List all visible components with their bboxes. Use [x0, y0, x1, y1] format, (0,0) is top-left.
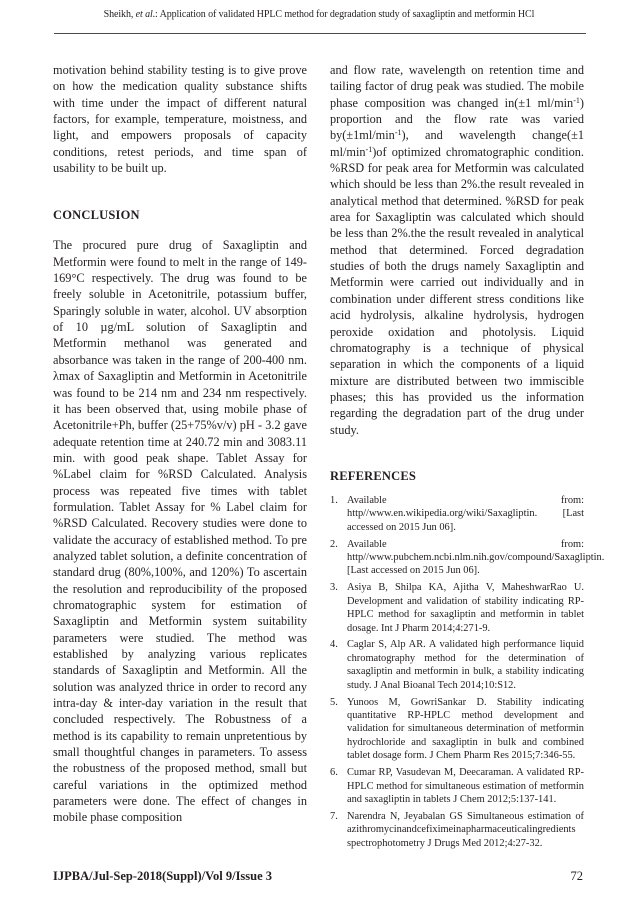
right-column	[330, 62, 605, 854]
reference-number: 4.	[330, 639, 338, 651]
conclusion-heading: CONCLUSION	[53, 208, 140, 223]
header-etal: et al	[135, 9, 153, 20]
reference-number: 2.	[330, 538, 338, 550]
reference-text: Cumar RP, Vasudevan M, Deecaraman. A validated RP-HPLC method for simultaneous estimation of metformin and saxagliptin in tablets J Chem 2012;5:137-141.	[347, 767, 584, 805]
reference-number: 1.	[330, 494, 338, 506]
method-text-a: and flow rate, wavelength on retention time and tailing factor of drug peak was studied. The mobile phase composition was changed in(±1 ml/min	[330, 63, 584, 110]
method-text-b: ) proportion and the flow rate was varied by(±1ml/min	[330, 95, 584, 143]
left-column	[53, 62, 307, 826]
reference-text: Available from: http//www.en.wikipedia.org/wiki/Saxagliptin. [Last accessed on 2015 Jun 06].	[347, 494, 584, 533]
reference-number: 7.	[330, 810, 338, 822]
reference-text: Available from: http//www.pubchem.ncbi.nlm.nih.gov/compound/Saxagliptin. [Last accessed on 2015 Jun 06].	[347, 538, 605, 577]
reference-text: Narendra N, Jeyabalan GS Simultaneous estimation of azithromycinandcefiximeinapharmaceuticalingredients spectrophotometry J Drugs Med 2012;4:27-32.	[347, 810, 584, 849]
page-number: 72	[570, 869, 583, 883]
intro-paragraph: motivation behind stability testing is to give prove on how the medication quality substance shifts with time under the impact of different natural factors, for example, temperature, moistness, and light, and empowers proposals of capacity conditions, retest periods, and time span of usability to be built up.	[53, 63, 307, 176]
running-header	[0, 9, 638, 20]
method-paragraph	[330, 62, 584, 438]
reference-item	[330, 810, 584, 850]
footer-journal: IJPBA/Jul-Sep-2018(Suppl)/Vol 9/Issue 3	[53, 869, 273, 883]
reference-number: 3.	[330, 582, 338, 594]
header-authors: Sheikh,	[103, 9, 136, 20]
references-list	[330, 494, 605, 850]
conclusion-paragraph: The procured pure drug of Saxagliptin and Metformin were found to melt in the range of 149-169°C respectively. The drug was found to be freely soluble in Acetonitrile, potassium buffer, Sparingly soluble in water, alcohol. UV absorption of 10 µg/mL solution of Saxagliptin and Metformin methanol was generated and absorbance was taken in the range of 200-400 nm. λmax of Saxagliptin and Metformin in Acetonitrile was found to be 214 nm and 234 nm respectively. it has been observed that, using mobile phase of Acetonitrile+Ph, buffer (25+75%v/v) pH - 3.2 gave adequate retention time at 240.72 min and 3083.11 min. with good peak shape. Tablet Assay for %Label claim for %RSD Calculated. Analysis process was repeated five times with tablet formulation. Tablet Assay for % Label claim for %RSD Calculated. Recovery studies were done to validate the accuracy of established method. To pre analyzed tablet solution, a definite concentration of standard drug (80%,100%, and 120%) To ascertain the resolution and reproducibility of the proposed chromatographic system for estimation of Saxagliptin and Metformin system suitability parameters were studied. The method was established by analyzing various replicates standards of Saxagliptin and Metformin. All the solution was analyzed thrice in order to record any intra-day & inter-day variation in the result that concluded respectively. The Robustness of a method is its capability to remain unpretentious by small thoughtful changes in parameters. To assess the robustness of the proposed method, small but careful variations in the optimized method parameters were done. The effect of changes in mobile phase composition	[53, 238, 307, 825]
method-text-d: )of optimized chromatographic condition. %RSD for peak area for Metformin was calculated which should be less than 2%.the result revealed in analytical method that determined. %RSD for peak area for Saxagliptin was calculated which should be less than 2%.the the result revealed in analytical method that determined. Forced degradation studies of both the drugs namely Saxagliptin and Metformin were carried out individually and in combination under different stress conditions like acid hydrolysis, alkaline hydrolysis, hydrogen peroxide oxidation and photolysis. Liquid chromatography is a technique of physical separation in which the components of a liquid mixture are distributed between two immiscible phases; this has provided us the information regarding the degradation part of the drug under study.	[330, 144, 584, 437]
reference-item	[330, 638, 584, 692]
superscript-2: -1	[394, 128, 402, 138]
reference-item	[330, 766, 584, 806]
reference-text: Yunoos M, GowriSankar D. Stability indicating quantitative RP-HPLC method development and validation for simultaneous determination of metformin hydrochloride and saxagliptin in bulk and combined tablet dosage form. J Chem Pharm Res 2015;7:346-55.	[347, 696, 584, 762]
reference-number: 5.	[330, 696, 338, 708]
references-heading: REFERENCES	[330, 468, 417, 483]
reference-item	[330, 538, 605, 578]
superscript-3: -1	[365, 144, 373, 154]
reference-number: 6.	[330, 767, 338, 779]
reference-text: Asiya B, Shilpa KA, Ajitha V, MaheshwarRao U. Development and validation of stability indicating RP-HPLC method for saxagliptin and metformin in tablet dosage. Int J Pharm 2014;4:271-9.	[347, 582, 584, 634]
reference-text: Caglar S, Alp AR. A validated high performance liquid chromatography method for the determination of saxagliptin and metformin in bulk, a stability indicating study. J Anal Bioanal Tech 2014;10:S12.	[347, 639, 584, 691]
reference-item	[330, 696, 584, 763]
header-divider	[54, 33, 586, 34]
method-text-c: ), and wavelength change(±1 ml/min	[330, 128, 584, 159]
superscript-1: -1	[573, 95, 580, 105]
reference-item	[330, 581, 584, 635]
reference-item	[330, 494, 584, 534]
header-title: .: Application of validated HPLC method for degradation study of saxagliptin and metformin HCl	[152, 9, 535, 20]
